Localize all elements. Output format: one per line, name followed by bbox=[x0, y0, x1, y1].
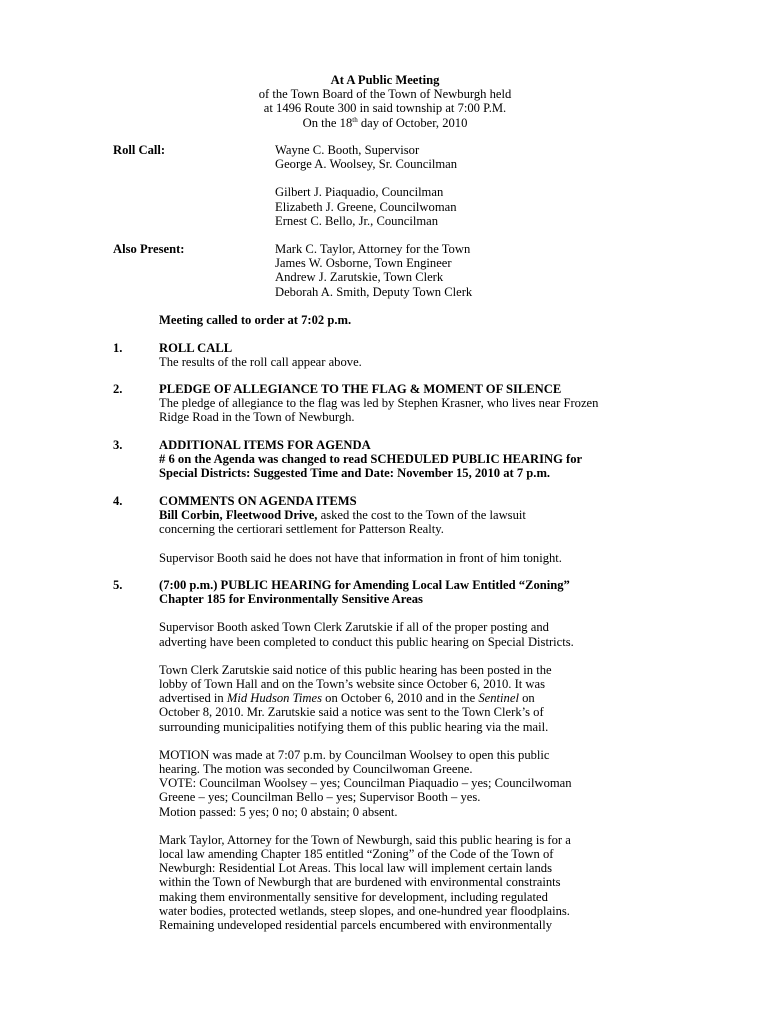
roll-call-names bbox=[275, 143, 457, 228]
item-text: Supervisor Booth said he does not have that information in front of him tonight. bbox=[159, 550, 562, 565]
agenda-item-additional bbox=[159, 438, 704, 481]
item-text: adverting have been completed to conduct this public hearing on Special Districts. bbox=[159, 634, 574, 649]
item-number: 5. bbox=[113, 578, 123, 592]
item-text: water bodies, protected wetlands, steep slopes, and one-hundred year floodplains. bbox=[159, 903, 570, 918]
item-text: Bill Corbin, Fleetwood Drive, asked the cost to the Town of the lawsuit bbox=[159, 508, 526, 523]
motion-text: hearing. The motion was seconded by Councilwoman Greene. bbox=[159, 762, 473, 777]
agenda-item-roll-call bbox=[159, 341, 704, 369]
item-number: 2. bbox=[113, 382, 123, 396]
item-text: Mark Taylor, Attorney for the Town of Newburgh, said this public hearing is for a bbox=[159, 832, 571, 847]
item-heading: ADDITIONAL ITEMS FOR AGENDA bbox=[159, 438, 371, 452]
item-text: advertised in Mid Hudson Times on October 6, 2010 and in the Sentinel on bbox=[159, 691, 535, 706]
item-heading: Chapter 185 for Environmentally Sensitive Areas bbox=[159, 592, 423, 607]
item-text: Ridge Road in the Town of Newburgh. bbox=[159, 410, 355, 425]
attendee-name: Deborah A. Smith, Deputy Town Clerk bbox=[275, 284, 473, 299]
item-text: surrounding municipalities notifying them of this public hearing via the mail. bbox=[159, 719, 549, 734]
item-heading: ROLL CALL bbox=[159, 341, 233, 355]
item-text: October 8, 2010. Mr. Zarutskie said a notice was sent to the Town Clerk’s of bbox=[159, 705, 544, 720]
header-date-line: On the 18th day of October, 2010 bbox=[302, 115, 468, 130]
item-heading: COMMENTS ON AGENDA ITEMS bbox=[159, 494, 357, 508]
item-number: 1. bbox=[113, 341, 123, 355]
also-present-names bbox=[275, 242, 472, 299]
item-text: making them environmentally sensitive for development, including regulated bbox=[159, 889, 548, 904]
attendee-name: Andrew J. Zarutskie, Town Clerk bbox=[275, 270, 444, 285]
item-number: 3. bbox=[113, 438, 123, 452]
attendee-name: George A. Woolsey, Sr. Councilman bbox=[275, 157, 458, 172]
attendee-name: James W. Osborne, Town Engineer bbox=[275, 256, 452, 271]
roll-call-label: Roll Call: bbox=[113, 143, 166, 157]
item-text: Remaining undeveloped residential parcels encumbered with environmentally bbox=[159, 918, 553, 933]
motion-text: MOTION was made at 7:07 p.m. by Councilman Woolsey to open this public bbox=[159, 747, 550, 762]
item-text: The results of the roll call appear above. bbox=[159, 355, 362, 370]
meeting-title: At A Public Meeting bbox=[330, 73, 440, 87]
attendee-name: Mark C. Taylor, Attorney for the Town bbox=[275, 242, 471, 256]
attendee-name: Ernest C. Bello, Jr., Councilman bbox=[275, 213, 439, 228]
agenda-item-pledge bbox=[159, 382, 704, 425]
header-line: of the Town Board of the Town of Newburgh held bbox=[258, 87, 512, 102]
agenda-item-public-hearing bbox=[159, 578, 704, 932]
item-text: The pledge of allegiance to the flag was led by Stephen Krasner, who lives near Frozen bbox=[159, 396, 599, 411]
also-present-label: Also Present: bbox=[113, 242, 185, 256]
motion-result: Motion passed: 5 yes; 0 no; 0 abstain; 0 absent. bbox=[159, 804, 398, 819]
call-to-order: Meeting called to order at 7:02 p.m. bbox=[159, 313, 352, 327]
vote-text: Greene – yes; Councilman Bello – yes; Supervisor Booth – yes. bbox=[159, 790, 481, 805]
vote-text: VOTE: Councilman Woolsey – yes; Councilman Piaquadio – yes; Councilwoman bbox=[159, 776, 572, 791]
attendee-name: Gilbert J. Piaquadio, Councilman bbox=[275, 185, 444, 200]
attendee-name: Wayne C. Booth, Supervisor bbox=[275, 143, 420, 157]
publication-name: Mid Hudson Times bbox=[226, 691, 323, 706]
meeting-header bbox=[0, 73, 770, 130]
item-text: concerning the certiorari settlement for Patterson Realty. bbox=[159, 522, 444, 537]
publication-name: Sentinel bbox=[478, 691, 519, 706]
item-text: Newburgh: Residential Lot Areas. This local law will implement certain lands bbox=[159, 861, 553, 876]
speaker-name: Bill Corbin, Fleetwood Drive, bbox=[159, 508, 318, 523]
item-text: Special Districts: Suggested Time and Date: November 15, 2010 at 7 p.m. bbox=[159, 466, 551, 481]
item-text: local law amending Chapter 185 entitled “Zoning” of the Code of the Town of bbox=[159, 847, 554, 862]
item-text: # 6 on the Agenda was changed to read SCHEDULED PUBLIC HEARING for bbox=[159, 452, 583, 467]
item-heading: PLEDGE OF ALLEGIANCE TO THE FLAG & MOMENT OF SILENCE bbox=[159, 382, 562, 396]
item-text: within the Town of Newburgh that are burdened with environmental constraints bbox=[159, 875, 561, 890]
item-text: Town Clerk Zarutskie said notice of this public hearing has been posted in the bbox=[159, 662, 552, 677]
agenda-item-comments bbox=[159, 494, 704, 565]
attendee-name: Elizabeth J. Greene, Councilwoman bbox=[275, 199, 457, 214]
item-heading: (7:00 p.m.) PUBLIC HEARING for Amending Local Law Entitled “Zoning” bbox=[159, 578, 570, 592]
item-number: 4. bbox=[113, 494, 123, 508]
item-text: Supervisor Booth asked Town Clerk Zarutskie if all of the proper posting and bbox=[159, 620, 549, 635]
header-line: at 1496 Route 300 in said township at 7:00 P.M. bbox=[263, 101, 507, 116]
item-text: lobby of Town Hall and on the Town’s website since October 6, 2010. It was bbox=[159, 677, 546, 692]
